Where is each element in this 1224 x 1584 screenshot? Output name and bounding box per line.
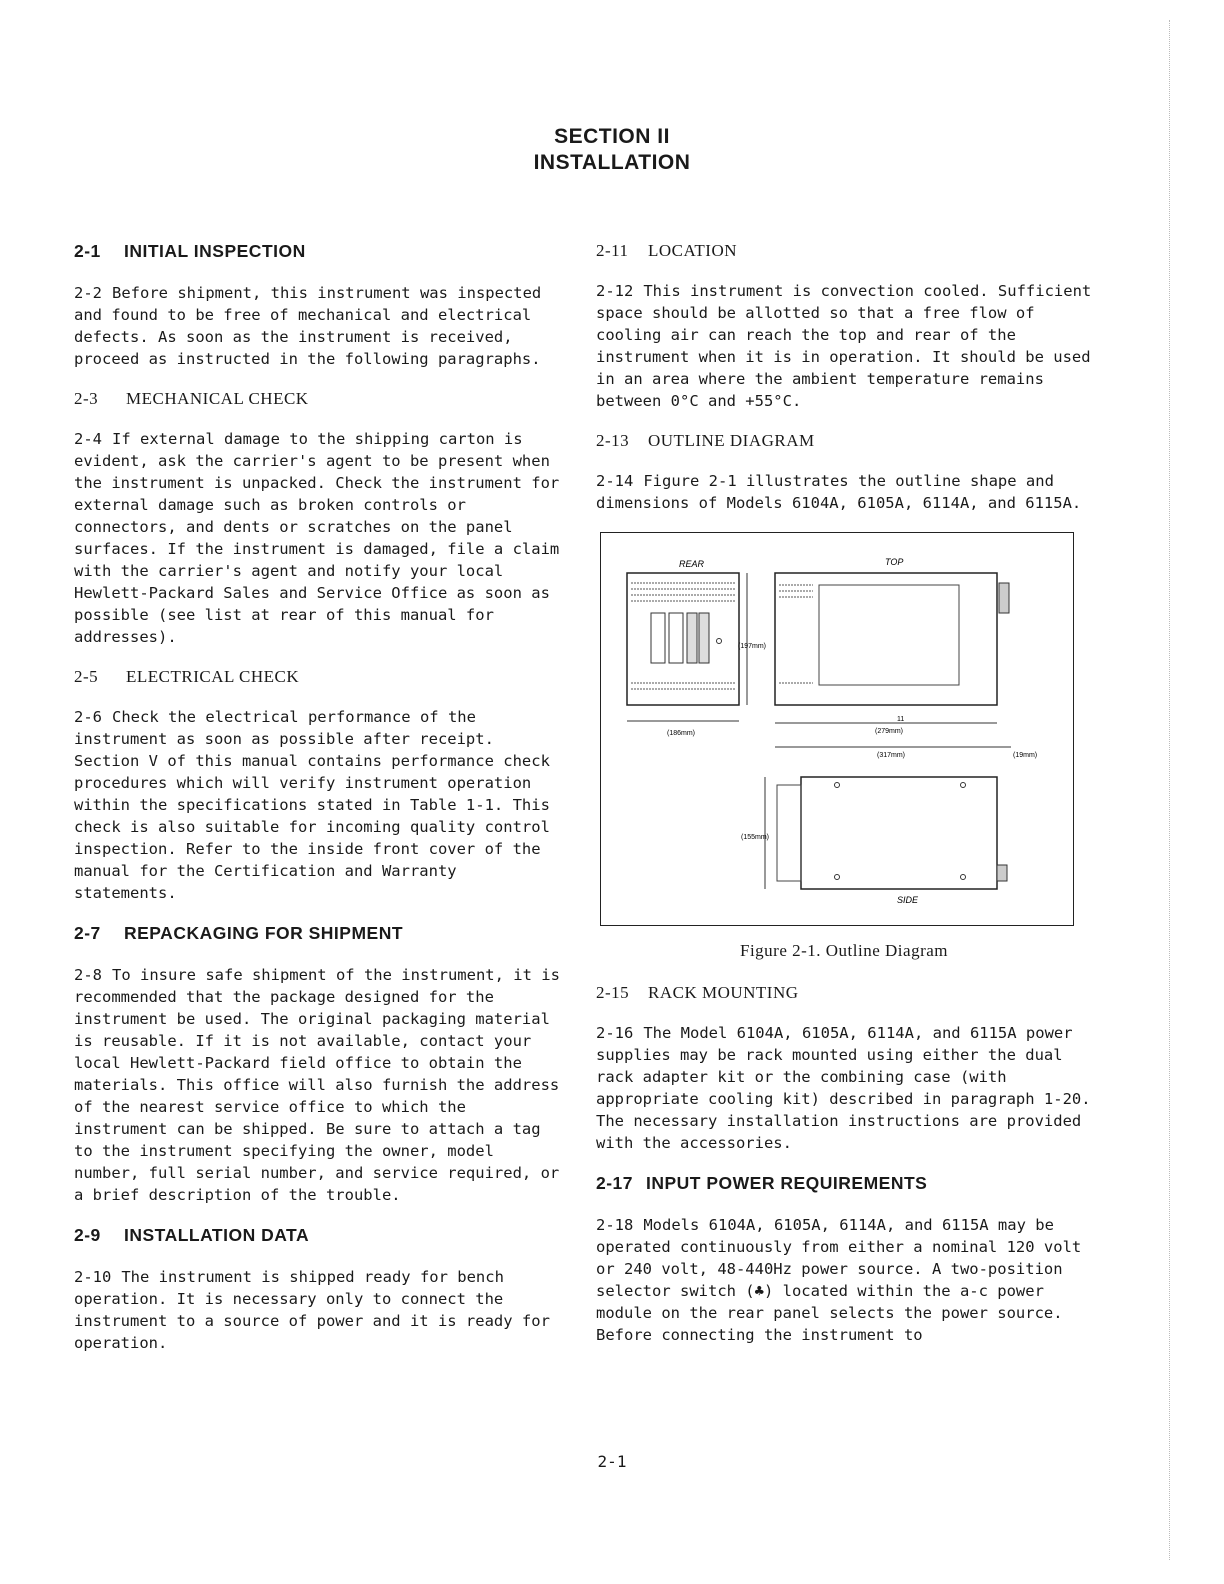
heading-location: 2-11 LOCATION — [596, 241, 737, 260]
paragraph-2-6: 2-6 Check the electrical performance of the instrument as soon as possible after receipt. Section V of this manual contains performance check procedures which will verify instrument operation within the specifications stated in Table 1-1. This check is also suitable for incoming quality control inspection. Refer to the inside front cover of the manual for the Certification and Warranty statements. — [74, 708, 550, 902]
page-header — [0, 124, 1224, 176]
paragraph-2-16: 2-16 The Model 6104A, 6105A, 6114A, and 6115A power supplies may be rack mounted using either the dual rack adapter kit or the combining case (with appropriate cooling kit) described in paragraph 1-20. The necessary installation instructions are provided with the accessories. — [596, 1024, 1091, 1152]
page-edge-line — [1169, 20, 1170, 1560]
rear-label: REAR — [679, 559, 705, 569]
rear-terminal-strip — [699, 613, 709, 663]
side-connector — [997, 865, 1007, 881]
heading-initial-inspection: 2-1 INITIAL INSPECTION — [74, 241, 306, 261]
heading-outline-diagram: 2-13 OUTLINE DIAGRAM — [596, 431, 815, 450]
outline-diagram-drawing — [601, 533, 1073, 925]
section-number: SECTION II — [554, 125, 670, 148]
paragraph-2-12: 2-12 This instrument is convection cooled. Sufficient space should be allotted so that a free flow of cooling air can reach the top and rear of the instrument when it is in operation. It should be used in an area where the ambient temperature remains between 0°C and +55°C. — [596, 282, 1092, 410]
top-width-dim: (279mm) — [875, 728, 904, 735]
top-width-dim-in: 11 — [897, 716, 905, 723]
paragraph-2-8: 2-8 To insure safe shipment of the instrument, it is recommended that the package designed for the instrument be used. The original packaging material is reusable. If it is not available, contact your local Hewlett-Packard field office to obtain the materials. This office will also furnish the address of the nearest service office to which the instrument can be shipped. Be sure to attach a tag to the instrument specifying the owner, model number, full serial number, and service required, or a brief description of the trouble. — [74, 966, 560, 1204]
heading-input-power: 2-17 INPUT POWER REQUIREMENTS — [596, 1173, 928, 1193]
overall-dim: (317mm) — [877, 752, 906, 759]
right-column — [596, 240, 1092, 1364]
heading-mechanical-check: 2-3 MECHANICAL CHECK — [74, 389, 309, 408]
paragraph-2-18: 2-18 Models 6104A, 6105A, 6114A, and 6115A may be operated continuously from either a nominal 120 volt or 240 volt, 48-440Hz power source. A two-position selector switch (♣) located within the a-c power module on the rear panel selects the power source. Before connecting the instrument to — [596, 1216, 1082, 1344]
side-height-dim: (155mm) — [741, 834, 770, 841]
depth-small-dim: (19mm) — [1013, 752, 1038, 759]
paragraph-2-10: 2-10 The instrument is shipped ready for bench operation. It is necessary only to connect the instrument to a source of power and it is ready for operation. — [74, 1268, 550, 1352]
rear-module — [669, 613, 683, 663]
paragraph-2-14: 2-14 Figure 2-1 illustrates the outline shape and dimensions of Models 6104A, 6105A, 6114A, and 6115A. — [596, 472, 1082, 512]
side-fastener — [835, 875, 840, 880]
section-title: INSTALLATION — [533, 151, 691, 174]
heading-installation-data: 2-9 INSTALLATION DATA — [74, 1225, 310, 1245]
left-column — [74, 240, 560, 1372]
top-view-cover — [819, 585, 959, 685]
rear-module — [651, 613, 665, 663]
heading-rack-mounting: 2-15 RACK MOUNTING — [596, 983, 799, 1002]
page-number: 2-1 — [597, 1452, 627, 1471]
outline-diagram-figure — [600, 532, 1074, 926]
top-label: TOP — [885, 557, 904, 567]
heading-electrical-check: 2-5 ELECTRICAL CHECK — [74, 667, 300, 686]
rear-terminal-strip — [687, 613, 697, 663]
side-view-front-panel — [777, 785, 801, 881]
side-fastener — [835, 783, 840, 788]
paragraph-2-2: 2-2 Before shipment, this instrument was inspected and found to be free of mechanical and electrical defects. As soon as the instrument is received, proceed as instructed in the following paragraphs. — [74, 284, 542, 368]
heading-repackaging: 2-7 REPACKAGING FOR SHIPMENT — [74, 923, 404, 943]
side-view-outline — [801, 777, 997, 889]
rear-fastener — [717, 639, 722, 644]
side-label: SIDE — [897, 895, 919, 905]
figure-caption: Figure 2-1. Outline Diagram — [739, 941, 948, 960]
side-fastener — [961, 783, 966, 788]
top-side-connector — [999, 583, 1009, 613]
paragraph-2-4: 2-4 If external damage to the shipping carton is evident, ask the carrier's agent to be present when the instrument is unpacked. Check the instrument for external damage such as broken controls or connectors, and dents or scratches on the panel surfaces. If the instrument is damaged, file a claim with the carrier's agent and notify your local Hewlett-Packard Sales and Service Office as soon as possible (see list at rear of this manual for addresses). — [74, 430, 560, 646]
rear-width-dim: (186mm) — [667, 730, 696, 737]
side-fastener — [961, 875, 966, 880]
rear-height-dim: (197mm) — [738, 643, 767, 650]
